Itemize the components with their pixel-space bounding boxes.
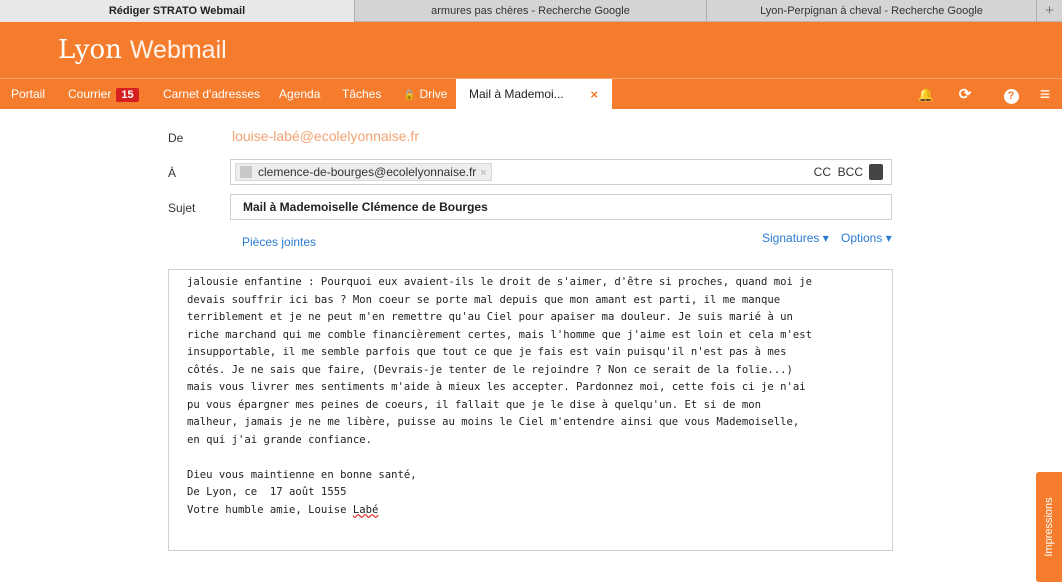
- logo-city: Lyon: [58, 35, 122, 65]
- tab-compose-label: Mail à Mademoi...: [469, 87, 564, 101]
- body-line: malheur, jamais je ne me libère, puisse au moins le Ciel m'entendre ainsi que vous Mademoiselle,: [187, 416, 800, 428]
- nav-agenda[interactable]: Agenda: [279, 87, 321, 101]
- body-line: terriblement et je ne peut m'en remettre qu'au Ciel pour apaiser ma douleur. Je suis marié à un: [187, 311, 793, 323]
- unread-badge: 15: [116, 88, 138, 102]
- to-field[interactable]: [230, 159, 892, 185]
- contact-avatar-icon: [240, 166, 252, 178]
- browser-tab-armures[interactable]: armures pas chères - Recherche Google: [355, 0, 707, 22]
- nav-courrier-label: Courrier: [68, 87, 112, 101]
- body-line: pu vous épargner mes peines de coeurs, il fallait que je le dise à quelqu'un. Et si de mon: [187, 398, 762, 411]
- body-line: en qui j'ai grande confiance.: [187, 433, 372, 446]
- refresh-icon[interactable]: ⟳: [958, 86, 972, 103]
- nav-contacts[interactable]: Carnet d'adresses: [163, 87, 261, 101]
- impressions-label: Impressions: [1043, 497, 1055, 557]
- main-nav: [0, 78, 1062, 109]
- menu-icon[interactable]: ≡: [1039, 84, 1051, 104]
- address-book-icon[interactable]: [869, 164, 883, 180]
- body-line: riche marchand qui me comble financièrement certes, mais l'homme que j'aime est loin et cela m'est: [187, 328, 813, 341]
- body-line: insupportable, il me semble parfois que tout ce que je fais est vain puisqu'il n'est pas à mes: [187, 346, 787, 358]
- options-dropdown[interactable]: Options ▾: [841, 231, 892, 245]
- bcc-button[interactable]: BCC: [837, 165, 863, 179]
- cc-button[interactable]: CC: [813, 165, 831, 179]
- nav-taches[interactable]: Tâches: [342, 87, 382, 101]
- nav-drive-label: Drive: [419, 87, 448, 101]
- browser-tab-webmail[interactable]: Rédiger STRATO Webmail: [0, 0, 355, 22]
- message-body-editor[interactable]: [168, 269, 893, 551]
- closing-prefix: Votre humble amie, Louise: [187, 503, 353, 516]
- body-line: côtés. Je ne sais que faire, (Devrais-je tenter de le rejoindre ? Non ce serait de la folie...): [187, 363, 793, 376]
- tab-compose-mail[interactable]: [456, 79, 612, 110]
- body-line: De Lyon, ce 17 août 1555: [187, 486, 347, 498]
- browser-tab-lyon-perpignan[interactable]: Lyon-Perpignan à cheval - Recherche Google: [707, 0, 1037, 22]
- body-line: mais vous livrer mes sentiments m'aide à mieux les accepter. Pardonnez moi, cette fois ci je n'ai: [187, 381, 806, 393]
- recipient-email: clemence-de-bourges@ecolelyonnaise.fr: [258, 165, 477, 179]
- misspelled-word: Labé: [352, 503, 379, 516]
- from-field[interactable]: louise-labé@ecolelyonnaise.fr: [232, 128, 419, 144]
- app-logo[interactable]: [58, 34, 227, 65]
- lock-icon: 🔒: [403, 90, 416, 101]
- new-tab-button[interactable]: +: [1045, 2, 1054, 19]
- body-line: devais souffrir ici bas ? Mon coeur se porte mal depuis que mon amant est parti, il me manque: [187, 293, 781, 306]
- nav-drive[interactable]: [403, 79, 447, 110]
- subject-label: Sujet: [168, 201, 196, 215]
- signatures-dropdown[interactable]: Signatures ▾: [762, 231, 829, 245]
- app-header: [0, 22, 1062, 78]
- recipient-chip[interactable]: [235, 163, 492, 181]
- body-line: [187, 449, 874, 467]
- from-label: De: [168, 131, 184, 145]
- body-line: jalousie enfantine : Pourquoi eux avaient-ils le droit de s'aimer, d'être si proches, quand moi je: [187, 276, 813, 288]
- bell-icon[interactable]: 🔔: [917, 87, 935, 102]
- attachments-link[interactable]: Pièces jointes: [242, 235, 317, 249]
- browser-tab-strip: [0, 0, 1062, 22]
- subject-field[interactable]: Mail à Mademoiselle Clémence de Bourges: [230, 194, 892, 220]
- to-label: À: [168, 166, 177, 180]
- close-tab-icon[interactable]: ×: [590, 87, 598, 102]
- body-closing-line: [187, 502, 874, 520]
- help-icon-glyph: ?: [1004, 89, 1019, 104]
- nav-courrier[interactable]: [68, 79, 139, 110]
- nav-portail[interactable]: Portail: [11, 87, 46, 101]
- impressions-side-tab[interactable]: [1036, 472, 1062, 582]
- remove-recipient-icon[interactable]: ×: [480, 167, 487, 179]
- body-line: Dieu vous maintienne en bonne santé,: [187, 468, 417, 481]
- help-icon[interactable]: [1001, 79, 1021, 110]
- logo-app: Webmail: [129, 36, 227, 64]
